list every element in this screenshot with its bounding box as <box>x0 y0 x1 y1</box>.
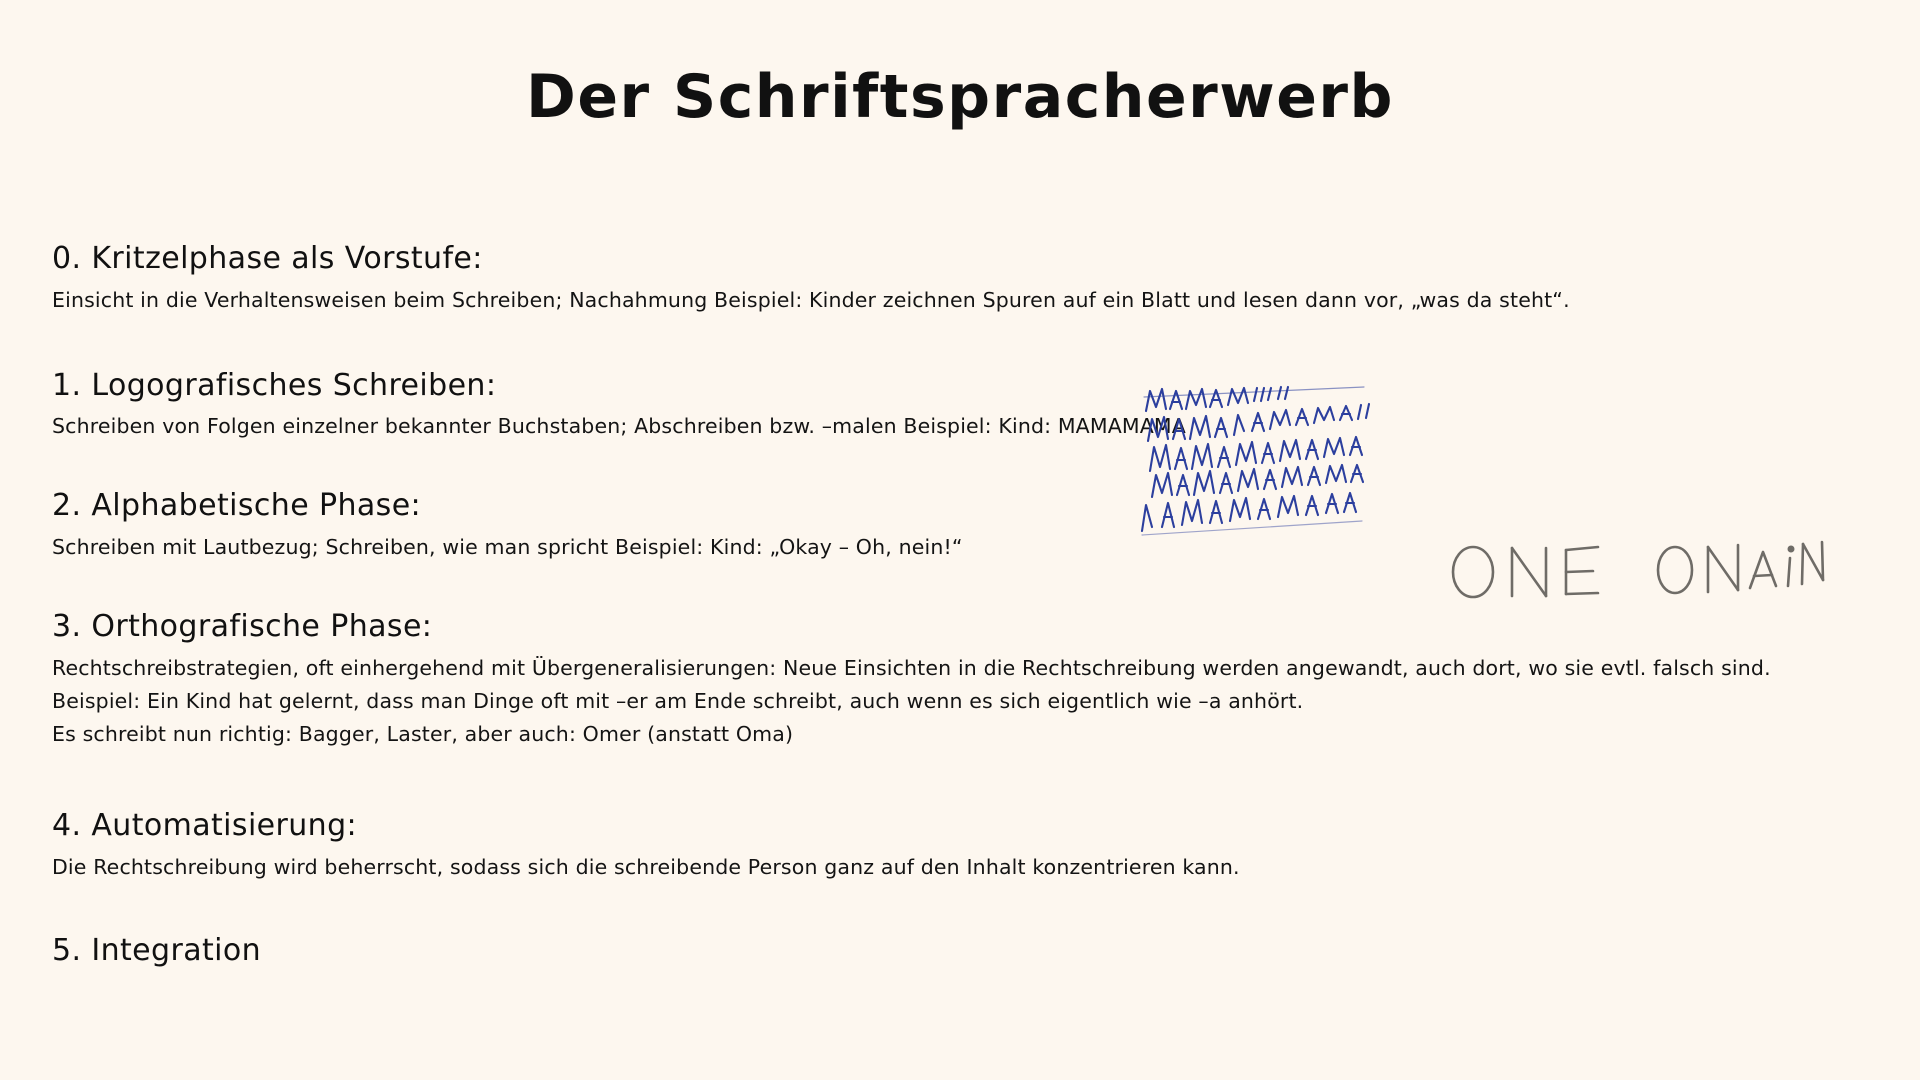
phase-line-2-0: Schreiben mit Lautbezug; Schreiben, wie man spricht Beispiel: Kind: „Okay – Oh, nein!“ <box>52 534 963 559</box>
page-title: Der Schriftspracherwerb <box>526 62 1394 132</box>
phase-line-4-0: Die Rechtschreibung wird beherrscht, sodass sich die schreibende Person ganz auf den Inhalt konzentrieren kann. <box>52 854 1240 879</box>
phase-block-3 <box>52 608 1812 751</box>
phase-block-4 <box>52 807 1812 884</box>
phase-line-3-0: Rechtschreibstrategien, oft einhergehend mit Übergeneralisierungen: Neue Einsichten in die Rechtschreibung werden angewandt, auch dort, wo sie evtl. falsch sind. <box>52 655 1771 680</box>
phase-heading-1: 1. Logografisches Schreiben: <box>52 367 497 403</box>
phase-block-0 <box>52 240 1812 317</box>
child-handwriting-one-onain-image <box>1450 530 1830 620</box>
phase-line-3-1: Beispiel: Ein Kind hat gelernt, dass man Dinge oft mit –er am Ende schreibt, auch wenn es sich eigentlich wie –a anhört. <box>52 688 1304 713</box>
phase-line-1-0: Schreiben von Folgen einzelner bekannter Buchstaben; Abschreiben bzw. –malen Beispiel: Kind: MAMAMAMA <box>52 414 1186 439</box>
phase-heading-0: 0. Kritzelphase als Vorstufe: <box>52 241 483 276</box>
phase-heading-4: 4. Automatisierung: <box>52 808 358 844</box>
phase-line-3-2: Es schreibt nun richtig: Bagger, Laster, aber auch: Omer (anstatt Oma) <box>52 722 794 747</box>
phase-heading-5: 5. Integration <box>52 932 262 968</box>
phase-block-5 <box>52 932 1812 970</box>
child-handwriting-mama-image <box>1140 385 1430 540</box>
phase-heading-2: 2. Alphabetische Phase: <box>52 488 422 524</box>
phase-line-0-0: Einsicht in die Verhaltensweisen beim Schreiben; Nachahmung Beispiel: Kinder zeichnen Spuren auf ein Blatt und lesen dann vor, „was da steht“. <box>52 287 1570 312</box>
phase-heading-3: 3. Orthografische Phase: <box>52 609 433 645</box>
phase-block-1 <box>52 367 1812 444</box>
